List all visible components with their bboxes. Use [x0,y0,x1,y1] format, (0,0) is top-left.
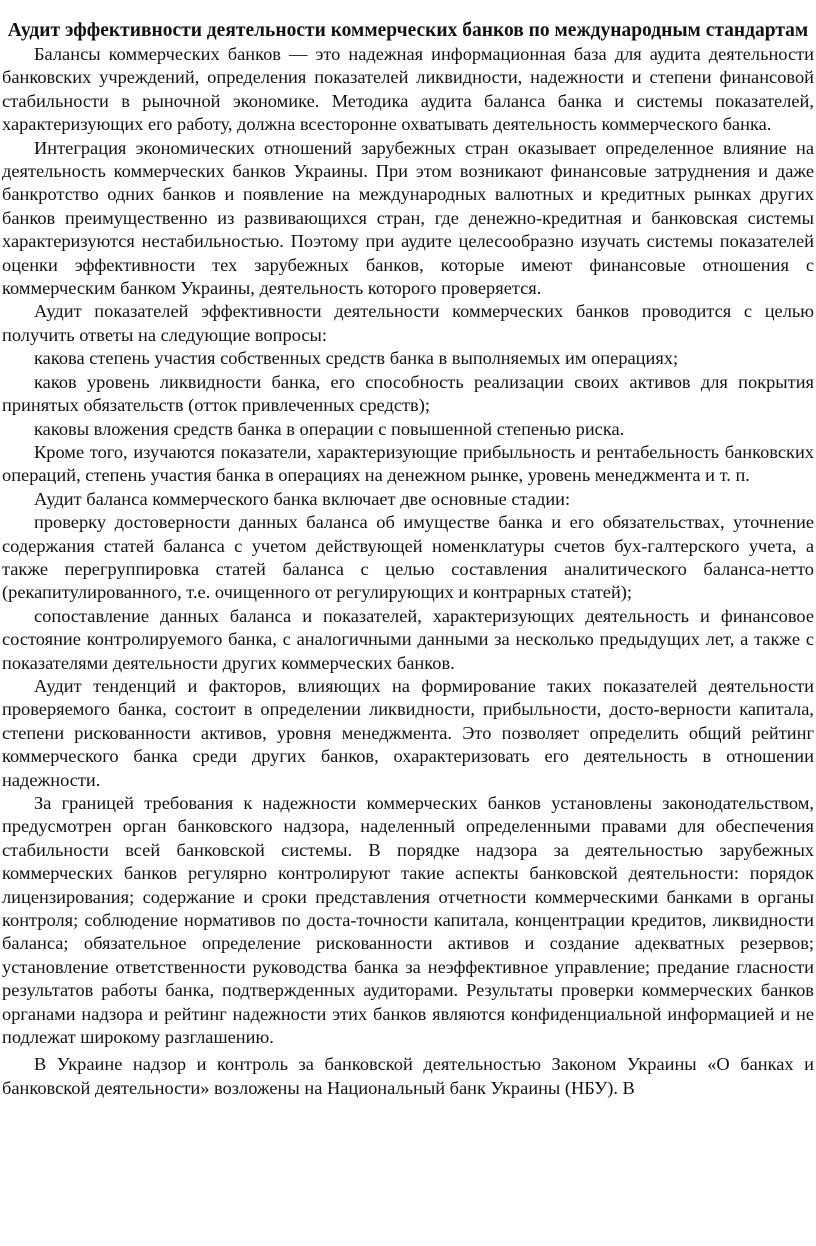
list-item: проверку достоверности данных баланса об имуществе банка и его обязательствах, уточнение содержания статей баланса с учетом действующей номенклатуры счетов бух-галтерского учета, а также перегруппировка статей баланса с целью составления аналитического баланса-нетто (рекапитулированного, т.е. очищенного от регулирующих и контрарных статей); [2,512,814,603]
paragraph: В Украине надзор и контроль за банковской деятельностью Законом Украины «О банках и банковской деятельности» возложены на Национальный банк Украины (НБУ). В [2,1054,814,1098]
list-item: каков уровень ликвидности банка, его способность реализации своих активов для покрытия принятых обязательств (отток привлеченных средств); [2,371,814,416]
paragraph: Аудит тенденций и факторов, влияющих на формирование таких показателей деятельности проверяемого банка, состоит в определении ликвидности, прибыльности, досто-верности капитала, степени рискованности активов, уровня менеджмента. Это позволяет определить общий рейтинг коммерческого банка среди других банков, охарактеризовать его деятельность в отношении надежности. [2,675,814,790]
paragraph: Аудит показателей эффективности деятельности коммерческих банков проводится с целью получить ответы на следующие вопросы: [2,301,814,345]
paragraph: Кроме того, изучаются показатели, характеризующие прибыльность и рентабельность банковских операций, степень участия банка в операциях на денежном рынке, уровень менеджмента и т. п. [2,441,814,486]
document-title: Аудит эффективности деятельности коммерческих банков по международным стандартам [7,20,809,41]
list-item: сопоставление данных баланса и показателей, характеризующих деятельность и финансовое состояние контролируемого банка, с аналогичными данными за несколько предыдущих лет, а также с показателями деятельности других коммерческих банков. [2,605,814,673]
paragraph: Аудит баланса коммерческого банка включает две основные стадии: [34,488,571,509]
document-body [2,43,814,1100]
paragraph: Интеграция экономических отношений зарубежных стран оказывает определенное влияние на деятельность коммерческих банков Украины. При этом возникают финансовые затруднения и даже банкротство одних банков и появление на международных валютных и кредитных рынках других банков преимущественно из развивающихся стран, где денежно-кредитная и банковская системы характеризуются нестабильностью. Поэтому при аудите целесообразно изучать системы показателей оценки эффективности тех зарубежных банков, которые имеют финансовые отношения с коммерческим банком Украины, деятельность которого проверяется. [2,137,814,299]
list-item: какова степень участия собственных средств банка в выполняемых им операциях; [34,348,679,369]
list-item: каковы вложения средств банка в операции с повышенной степенью риска. [34,418,625,439]
paragraph: За границей требования к надежности коммерческих банков установлены законодательством, предусмотрен орган банковского надзора, наделенный определенными правами для обеспечения стабильности всей банковской системы. В порядке надзора за деятельностью зарубежных коммерческих банков регулярно контролируют такие аспекты банковской деятельности: порядок лицензирования; содержание и сроки представления отчетности коммерческими банками в органы контроля; соблюдение нормативов по доста-точности капитала, концентрации кредитов, ликвидности баланса; обязательное определение рискованности активов и создание адекватных резервов; установление ответственности руководства банка за неэффективное управление; предание гласности результатов работы банка, подтвержденных аудиторами. Результаты проверки коммерческих банков органами надзора и рейтинг надежности этих банков являются конфиденциальной информацией и не подлежат широкому разглашению. [2,793,814,1048]
paragraph: Балансы коммерческих банков — это надежная информационная база для аудита деятельности банковских учреждений, определения показателей ликвидности, надежности и степени финансовой стабильности в рыночной экономике. Методика аудита баланса банка и системы показателей, характеризующих его работу, должна всесторонне охватывать деятельность коммерческого банка. [2,44,814,135]
